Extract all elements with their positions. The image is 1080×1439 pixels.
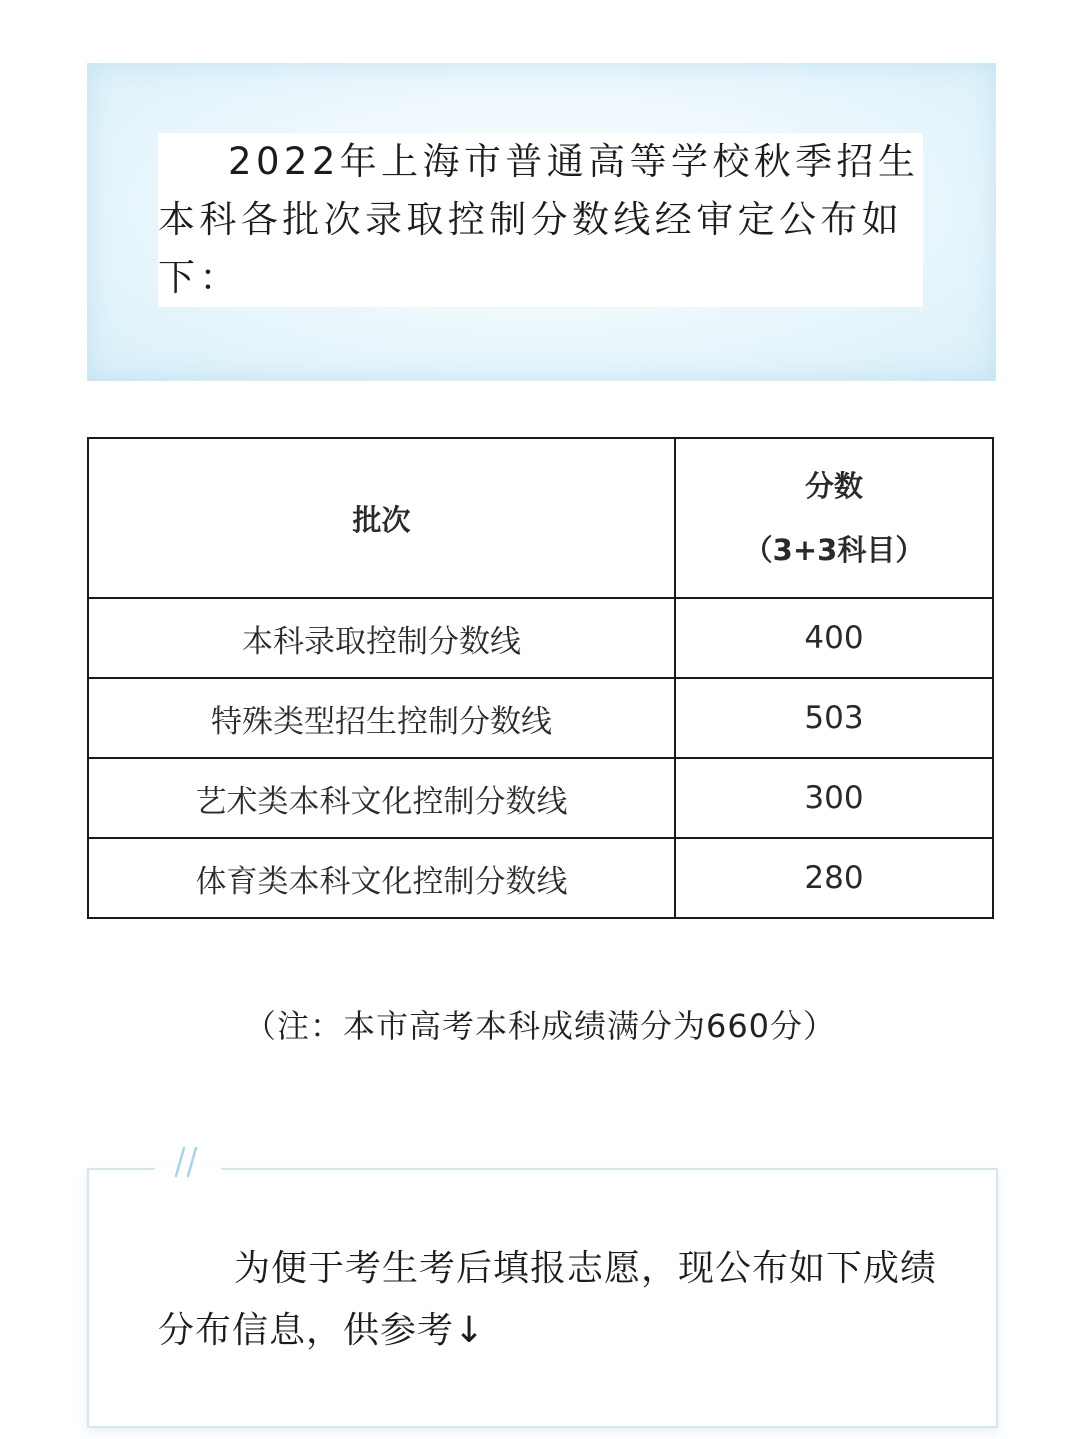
score-cell: 400 xyxy=(675,598,993,678)
header-score-title: 分数 xyxy=(804,469,863,503)
intro-paragraph: 2022年上海市普通高等学校秋季招生本科各批次录取控制分数线经审定公布如下： xyxy=(158,133,923,307)
table-row xyxy=(88,758,993,838)
table-row xyxy=(88,678,993,758)
frame-top-border-right xyxy=(221,1168,998,1170)
frame-top-border-left xyxy=(87,1168,155,1170)
header-score-subtitle: （3+3科目） xyxy=(743,533,925,567)
score-cell: 503 xyxy=(675,678,993,758)
score-note: （注：本市高考本科成绩满分为660分） xyxy=(243,1007,837,1045)
batch-cell: 艺术类本科文化控制分数线 xyxy=(88,758,675,838)
table-row xyxy=(88,838,993,918)
score-cell: 300 xyxy=(675,758,993,838)
header-score xyxy=(675,438,993,598)
table-header-row xyxy=(88,438,993,598)
batch-cell: 特殊类型招生控制分数线 xyxy=(88,678,675,758)
batch-cell: 本科录取控制分数线 xyxy=(88,598,675,678)
info-paragraph: 为便于考生考后填报志愿，现公布如下成绩分布信息，供参考↓ xyxy=(158,1248,938,1351)
table-row xyxy=(88,598,993,678)
score-table xyxy=(87,437,994,919)
double-slash-icon xyxy=(172,1144,202,1180)
batch-cell: 体育类本科文化控制分数线 xyxy=(88,838,675,918)
score-cell: 280 xyxy=(675,838,993,918)
header-batch: 批次 xyxy=(88,438,675,598)
